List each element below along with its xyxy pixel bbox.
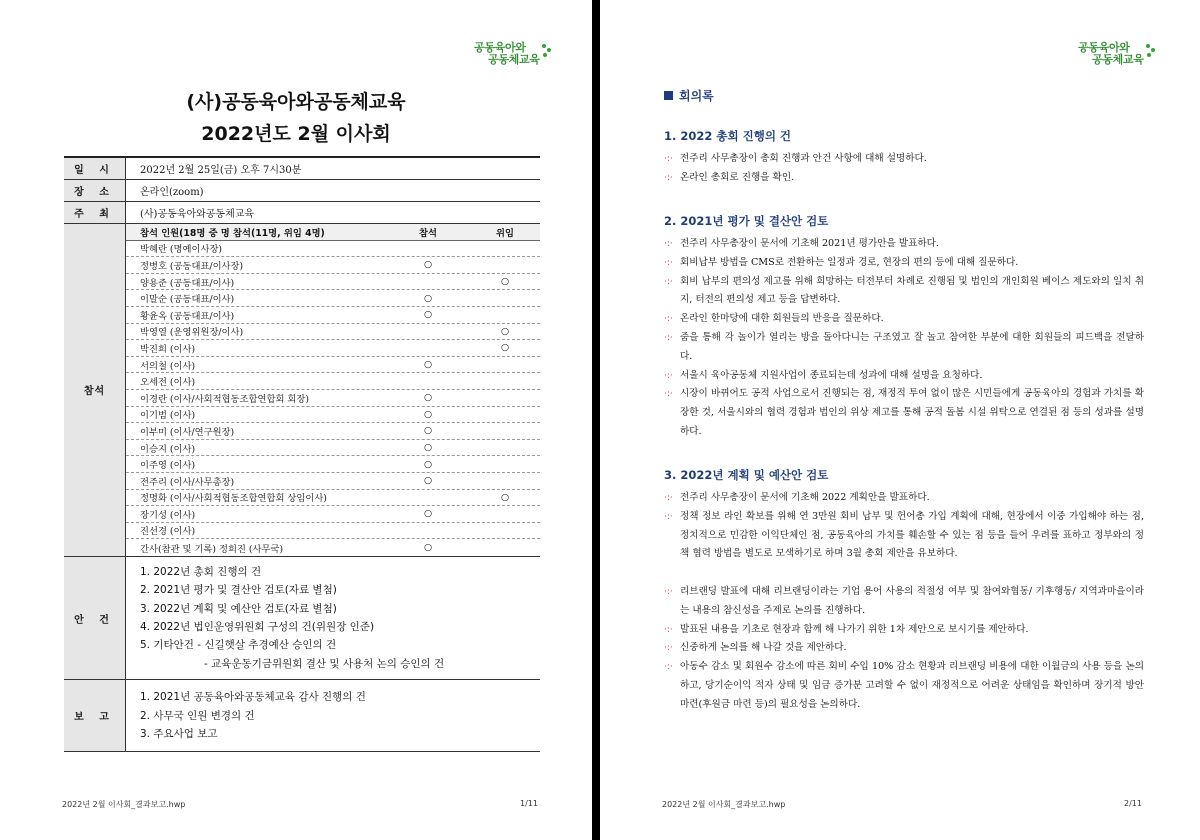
member-name: 이기범 (이사)	[140, 410, 196, 422]
host-row	[64, 202, 540, 224]
present-mark: ○	[423, 542, 433, 554]
proxy-mark: ○	[500, 342, 510, 354]
member-name: 이말순 (공동대표/이사)	[140, 294, 235, 306]
bullet-mark-icon: ·:·	[664, 624, 673, 635]
bullet-mark-icon: ·:·	[664, 154, 673, 164]
bullet-mark-icon: ·:·	[664, 314, 673, 325]
place-row	[64, 180, 540, 202]
attendance-row	[126, 506, 540, 523]
host-value: (사)공동육아와공동체교육	[140, 209, 255, 220]
member-name: 박영열 (운영위원장/이사)	[140, 327, 244, 339]
minutes-bullet	[664, 150, 1144, 169]
minutes-bullet	[664, 508, 1144, 564]
org-title: (사)공동육아와공동체교육	[186, 91, 406, 113]
bullet-text: 아동수 감소 및 회원수 감소에 따른 회비 수입 10% 감소 현황과 리브랜딩 비용에 대한 이월금의 사용 등을 논의하고, 당기순이익 적자 상태 및 임금 증가분 고려할 수 없이 재정적으로 어려운 상태임을 확인하며 장기적 방안 마련(후원금 마련 등)의 필요성을 논의하다.	[680, 661, 1144, 710]
present-mark: ○	[423, 458, 433, 470]
bullet-text: 신중하게 논의를 해 나갈 것을 제안하다.	[680, 642, 847, 654]
member-name: 양용준 (공동대표/이사)	[140, 277, 235, 289]
minutes-heading: 3. 2022년 계획 및 예산안 검토	[664, 468, 829, 482]
agenda-item: 4. 2022년 법인운영위원회 구성의 건(위원장 인준)	[140, 621, 375, 634]
attendance-row	[126, 340, 540, 357]
bullet-mark-icon: ·:·	[664, 333, 673, 343]
agenda-item: 3. 2022년 계획 및 예산안 검토(자료 별첨)	[140, 602, 337, 615]
attendance-row	[126, 390, 540, 407]
attendance-row	[126, 307, 540, 324]
logo-leaf-icon	[1144, 44, 1156, 60]
attendance-row	[126, 407, 540, 424]
member-name: 정명화 (이사/사회적협동조합연합회 상임이사)	[140, 493, 327, 505]
footer-filename: 2022년 2월 이사회_결과보고.hwp	[662, 800, 786, 809]
report-label: 보 고	[64, 680, 126, 751]
place-value: 온라인(zoom)	[140, 187, 204, 198]
date-value: 2022년 2월 25일(금) 오후 7시30분	[140, 165, 302, 176]
minutes-bullet	[664, 310, 1144, 329]
bullet-text: 전주리 사무총장이 문서에 기초해 2021년 평가안을 발표하다.	[680, 238, 939, 249]
member-name: 간사(참관 및 기록) 정희진 (사무국)	[140, 543, 284, 555]
minutes-bullet	[664, 254, 1144, 273]
minutes-bullet	[664, 385, 1144, 441]
attendance-row	[126, 257, 540, 274]
report-item: 3. 주요사업 보고	[140, 728, 218, 740]
member-name: 전주리 (이사/사무총장)	[140, 476, 235, 488]
bullet-mark-icon: ·:·	[664, 257, 673, 268]
agenda-list	[126, 557, 540, 679]
bullet-text: 전주리 사무총장이 문서에 기초해 2022 계획안을 발표하다.	[680, 492, 930, 503]
present-mark: ○	[423, 259, 433, 271]
present-mark: ○	[423, 425, 433, 437]
member-name: 서의철 (이사)	[140, 360, 196, 372]
bullet-text: 시장이 바뀌어도 공적 사업으로서 진행되는 점, 재정적 투여 없이 많은 시민들에게 공동육아의 경험과 가치를 확장한 것, 서울시와의 협력 경험과 법인의 위상 제고를 통해 공적 돌봄 시설 위탁으로 연결된 점 등의 성과를 설명하다.	[680, 388, 1144, 437]
bullet-text: 온라인 총회로 진행을 확인.	[680, 171, 795, 183]
member-name: 이부미 (이사/연구원장)	[140, 426, 235, 438]
bullet-mark-icon: ·:·	[664, 239, 673, 249]
attendance-row	[126, 290, 540, 307]
date-row	[64, 158, 540, 180]
member-name: 이주영 (이사)	[140, 460, 196, 472]
minutes-section-title: 회의록	[664, 87, 714, 104]
member-name: 정병호 (공동대표/이사장)	[140, 260, 244, 272]
attendance-row	[126, 523, 540, 540]
bullet-mark-icon: ·:·	[664, 662, 673, 673]
attendance-list	[126, 224, 540, 556]
bullet-mark-icon: ·:·	[664, 172, 673, 183]
document-page-1	[0, 0, 592, 840]
minutes-bullet	[664, 621, 1144, 640]
agenda-label: 안 건	[64, 557, 126, 679]
org-logo: 공동육아와 공동체교육	[474, 42, 540, 66]
date-label: 일 시	[64, 158, 126, 179]
attendance-row	[126, 324, 540, 341]
attendance-row	[126, 473, 540, 490]
present-mark: ○	[423, 392, 433, 404]
square-bullet-icon	[664, 91, 673, 100]
bullet-text: 줌을 통해 각 놀이가 열리는 방을 돌아다니는 구조였고 잘 놀고 참여한 부분에 대한 회원들의 피드백을 전달하다.	[680, 332, 1144, 362]
logo-leaf-icon	[540, 44, 552, 60]
member-name: 진선경 (이사)	[140, 526, 196, 538]
member-name: 이승지 (이사)	[140, 443, 196, 455]
attendance-header-proxy: 위임	[496, 227, 514, 239]
document-page-2	[600, 0, 1200, 840]
present-mark: ○	[423, 309, 433, 321]
member-name: 박혜란 (명예이사장)	[140, 244, 223, 256]
attendance-label: 참석	[64, 224, 126, 556]
attendance-row	[126, 357, 540, 374]
attendance-row	[126, 539, 540, 556]
minutes-bullet	[664, 658, 1144, 714]
minutes-bullet	[664, 489, 1144, 508]
attendance-header	[126, 224, 540, 241]
minutes-bullet	[664, 583, 1144, 621]
present-mark: ○	[423, 292, 433, 304]
agenda-section	[64, 557, 540, 680]
host-label: 주 최	[64, 202, 126, 223]
bullet-text: 회비 납부의 편의성 제고를 위해 희망하는 터전부터 차례로 진행됨 및 법인의 개인회원 베이스 제도와의 일치 취지, 터전의 편의성 제고 등을 답변하다.	[680, 275, 1144, 306]
minutes-heading: 1. 2022 총회 진행의 건	[664, 129, 792, 143]
present-mark: ○	[423, 508, 433, 520]
proxy-mark: ○	[500, 491, 510, 503]
present-mark: ○	[423, 475, 433, 487]
member-name: 이경란 (이사/사회적협동조합연합회 회장)	[140, 393, 309, 405]
footer-page-number: 1/11	[520, 799, 538, 808]
meeting-info-table	[64, 156, 540, 752]
bullet-mark-icon: ·:·	[664, 389, 673, 400]
minutes-bullet	[664, 273, 1144, 311]
minutes-bullet	[664, 235, 1144, 254]
bullet-mark-icon: ·:·	[664, 587, 673, 597]
footer-filename: 2022년 2월 이사회_결과보고.hwp	[62, 800, 186, 809]
bullet-mark-icon: ·:·	[664, 643, 673, 654]
bullet-text: 회비납부 방법을 CMS로 전환하는 일정과 경로, 현장의 편의 등에 대해 질문하다.	[680, 256, 1019, 268]
attendance-section	[64, 224, 540, 557]
attendance-row	[126, 440, 540, 457]
agenda-item: 5. 기타안건 - 신길햇살 추경예산 승인의 건	[140, 639, 337, 652]
member-name: 황윤옥 (공동대표/이사)	[140, 310, 235, 322]
report-section	[64, 680, 540, 752]
bullet-text: 리브랜딩 발표에 대해 리브랜딩이라는 기업 용어 사용의 적절성 여부 및 참여와협동/ 기후행동/ 지역과마을이라는 내용의 참신성을 주제로 논의를 진행하다.	[680, 586, 1144, 616]
member-name: 장기성 (이사)	[140, 509, 196, 521]
attendance-row	[126, 456, 540, 473]
meeting-title: 2022년도 2월 이사회	[201, 123, 391, 145]
attendance-header-name: 참석 인원(18명 중 명 참석(11명, 위임 4명)	[140, 227, 325, 239]
bullet-mark-icon: ·:·	[664, 493, 673, 503]
bullet-text: 정책 정보 라인 확보를 위해 연 3만원 회비 납부 및 헌어총 가입 계획에 대해, 현장에서 이중 가입해야 하는 점, 정치적으로 민감한 이익단체인 점, 공동육아의 가치를 훼손할 수 있는 점 등을 들어 우려를 표하고 정부와의 정책 협력 방법을 별도로 모색하기로 하며 3월 총회 제안을 유보하다.	[680, 510, 1144, 560]
footer-page-number: 2/11	[1124, 799, 1142, 808]
attendance-header-present: 참석	[419, 227, 437, 239]
report-item: 1. 2021년 공동육아와공동체교육 감사 진행의 건	[140, 691, 366, 704]
agenda-item: 1. 2022년 총회 진행의 건	[140, 565, 262, 578]
member-name: 박진희 (이사)	[140, 343, 196, 355]
present-mark: ○	[423, 442, 433, 454]
bullet-text: 온라인 한마당에 대한 회원들의 반응을 질문하다.	[680, 313, 884, 325]
minutes-bullet	[664, 639, 1144, 658]
agenda-subitem: - 교육운동기금위원회 결산 및 사용처 논의 승인의 건	[204, 657, 445, 670]
place-label: 장 소	[64, 180, 126, 201]
report-list	[126, 680, 540, 751]
proxy-mark: ○	[500, 276, 510, 288]
bullet-mark-icon: ·:·	[664, 276, 673, 287]
proxy-mark: ○	[500, 325, 510, 337]
bullet-mark-icon: ·:·	[664, 370, 673, 381]
member-name: 오세전 (이사)	[140, 377, 196, 389]
present-mark: ○	[423, 359, 433, 371]
bullet-mark-icon: ·:·	[664, 511, 673, 522]
bullet-text: 서울시 육아공동체 지원사업이 종료되는데 성과에 대해 설명을 요청하다.	[680, 369, 983, 381]
bullet-text: 전주리 사무총장이 총회 진행과 안건 사항에 대해 설명하다.	[680, 153, 927, 164]
report-item: 2. 사무국 인원 변경의 건	[140, 709, 255, 722]
bullet-text: 발표된 내용을 기초로 현장과 함께 해 나가기 위한 1차 제안으로 보시기를 제안하다.	[680, 623, 1029, 635]
minutes-bullet	[664, 329, 1144, 367]
attendance-row	[126, 373, 540, 390]
attendance-row	[126, 241, 540, 258]
attendance-row	[126, 423, 540, 440]
minutes-bullet	[664, 169, 1144, 188]
agenda-item: 2. 2021년 평가 및 결산안 검토(자료 별첨)	[140, 584, 337, 597]
minutes-heading: 2. 2021년 평가 및 결산안 검토	[664, 214, 829, 228]
org-logo: 공동육아와 공동체교육	[1078, 42, 1144, 66]
attendance-row	[126, 274, 540, 291]
attendance-row	[126, 490, 540, 507]
present-mark: ○	[423, 408, 433, 420]
minutes-bullet	[664, 367, 1144, 386]
